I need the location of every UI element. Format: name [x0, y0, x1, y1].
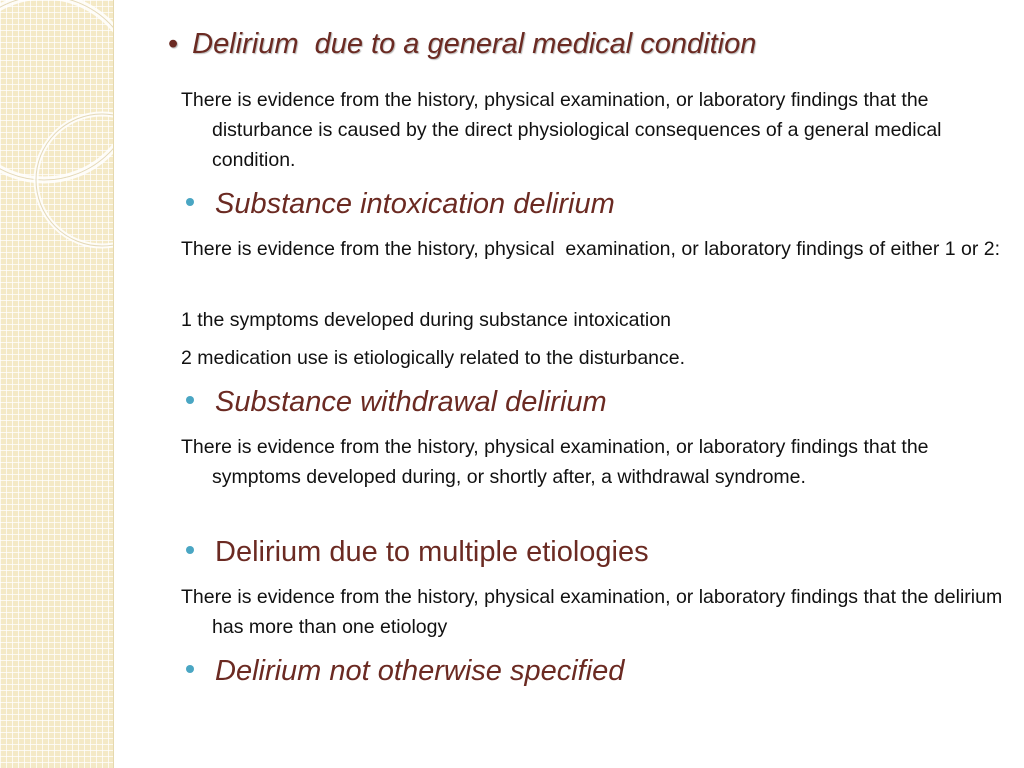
- slide-title: [168, 28, 756, 61]
- bullet-icon: [186, 396, 194, 404]
- bullet-icon: [186, 665, 194, 673]
- paragraph-general-medical: There is evidence from the history, physical examination, or laboratory findings that the disturbance is caused by the direct physiological consequences of a general medical condition.: [181, 89, 947, 171]
- list-item-1: 1 the symptoms developed during substance intoxication: [181, 309, 671, 331]
- bullet-icon: [186, 198, 194, 206]
- title-bullet: •: [168, 28, 179, 60]
- paragraph-substance-intoxication: There is evidence from the history, physical examination, or laboratory findings of either 1 or 2:: [181, 238, 1001, 260]
- heading-text: Substance withdrawal delirium: [215, 386, 607, 418]
- paragraph-substance-withdrawal: There is evidence from the history, physical examination, or laboratory findings that the symptoms developed during, or shortly after, a withdrawal syndrome.: [181, 436, 934, 488]
- paragraph-multiple-etiologies: There is evidence from the history, physical examination, or laboratory findings that the delirium has more than one etiology: [181, 586, 1008, 638]
- heading-substance-intoxication: [186, 186, 615, 222]
- list-item-2: 2 medication use is etiologically related to the disturbance.: [181, 347, 686, 369]
- heading-text: Delirium not otherwise specified: [215, 655, 625, 687]
- bullet-icon: [186, 546, 194, 554]
- title-text: Delirium due to a general medical condition: [192, 28, 757, 60]
- heading-multiple-etiologies: [186, 534, 649, 570]
- heading-substance-withdrawal: [186, 384, 607, 420]
- heading-text: Delirium due to multiple etiologies: [215, 536, 649, 568]
- heading-not-otherwise-specified: [186, 653, 624, 689]
- heading-text: Substance intoxication delirium: [215, 188, 615, 220]
